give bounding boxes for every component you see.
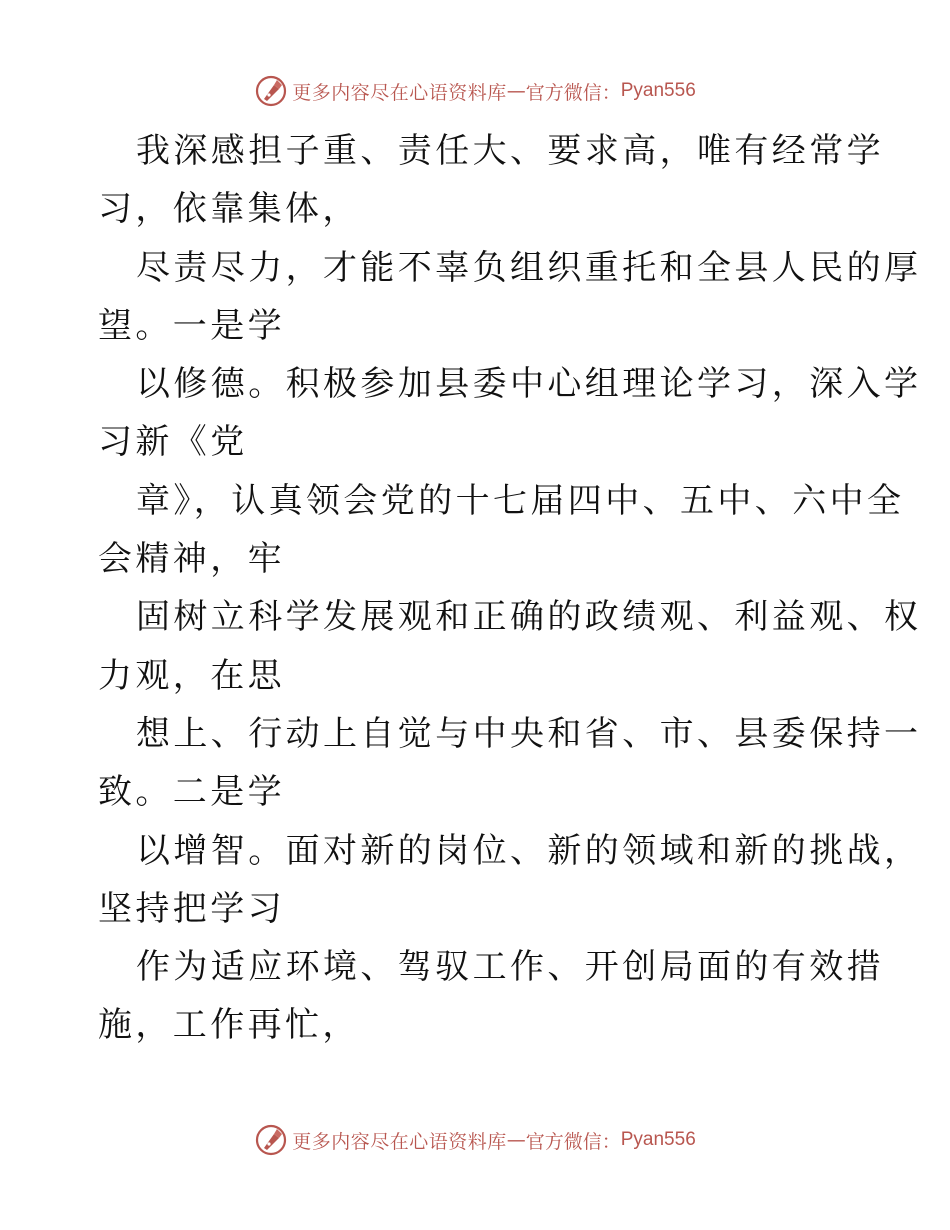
pen-nib-logo-icon — [254, 74, 288, 108]
text-line: 我深感担子重、责任大、要求高，唯有经常学 — [136, 131, 884, 171]
header-wechat-id: Pyan556 — [620, 80, 696, 101]
footer-site-text: 更多内容尽在心语资料库 — [292, 1130, 507, 1153]
text-line: 以修德。积极参加县委中心组理论学习，深入学 — [136, 364, 922, 405]
text-line: 望。一是学 — [98, 305, 285, 346]
footer-banner — [0, 1120, 950, 1160]
text-line: 习，依靠集体， — [98, 189, 360, 230]
header-site-text: 更多内容尽在心语资料库 — [292, 81, 507, 104]
text-line: 习新《党 — [98, 422, 248, 463]
text-line: 会精神，牢 — [98, 539, 285, 580]
header-banner — [0, 71, 950, 111]
footer-separator: — — [506, 1129, 526, 1151]
text-line: 固树立科学发展观和正确的政绩观、利益观、权 — [136, 597, 922, 638]
text-line: 章》，认真领会党的十七届四中、五中、六中全 — [136, 480, 905, 521]
header-separator: — — [506, 80, 526, 102]
text-line: 力观，在思 — [98, 655, 285, 696]
footer-wechat-id: Pyan556 — [620, 1129, 696, 1150]
header-wechat-label: 官方微信： — [525, 81, 621, 104]
text-line: 作为适应环境、驾驭工作、开创局面的有效措 — [136, 947, 884, 988]
footer-wechat-label: 官方微信： — [525, 1130, 621, 1153]
text-line: 施，工作再忙， — [98, 1005, 360, 1046]
pen-nib-logo-icon — [254, 1123, 288, 1157]
text-line: 尽责尽力，才能不辜负组织重托和全县人民的厚 — [136, 247, 922, 288]
text-line: 致。二是学 — [98, 772, 285, 813]
text-line: 以增智。面对新的岗位、新的领域和新的挑战， — [136, 830, 922, 871]
text-line: 想上、行动上自觉与中央和省、市、县委保持一 — [136, 713, 922, 754]
text-line: 坚持把学习 — [98, 888, 285, 929]
document-body — [98, 122, 922, 1055]
